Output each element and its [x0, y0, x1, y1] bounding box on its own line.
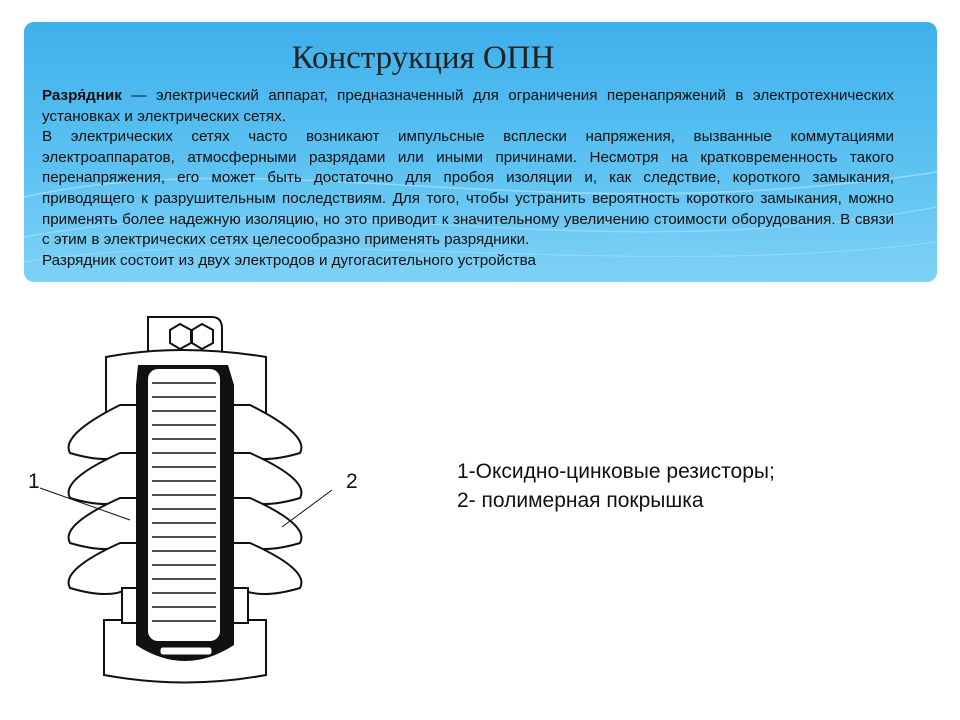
page-title: Конструкция ОПН — [291, 40, 555, 76]
figure-legend — [457, 457, 775, 515]
arrester-drawing — [20, 305, 350, 700]
paragraph-2: В электрических сетях часто возникают импульсные всплески напряжения, вызванные коммутациями электроаппаратов, атмосферными разрядами или иными причинами. Несмотря на кратковременность такого перенапряжения, его может быть достаточно для пробоя изоляции и, как следствие, короткого замыкания, приводящего к разрушительным последствиям. Для того, чтобы устранить вероятность короткого замыкания, можно применять более надежную изоляцию, но это приводит к значительному увеличению стоимости оборудования. В связи с этим в электрических сетях целесообразно применять разрядники. — [42, 128, 894, 249]
body-text — [42, 86, 894, 271]
legend-item-1: 1-Оксидно-цинковые резисторы; — [457, 460, 775, 483]
definition-text: — электрический аппарат, предназначенный для ограничения перенапряжений в электротехнических установках и электрических сетях. — [42, 87, 894, 125]
legend-item-2: 2- полимерная покрышка — [457, 489, 704, 512]
label-2: 2 — [346, 470, 358, 493]
term: Разря́дник — [42, 87, 122, 104]
definition-paragraph — [42, 86, 894, 127]
paragraph-3: Разрядник состоит из двух электродов и дугогасительного устройства — [42, 251, 536, 269]
label-1: 1 — [28, 470, 40, 493]
